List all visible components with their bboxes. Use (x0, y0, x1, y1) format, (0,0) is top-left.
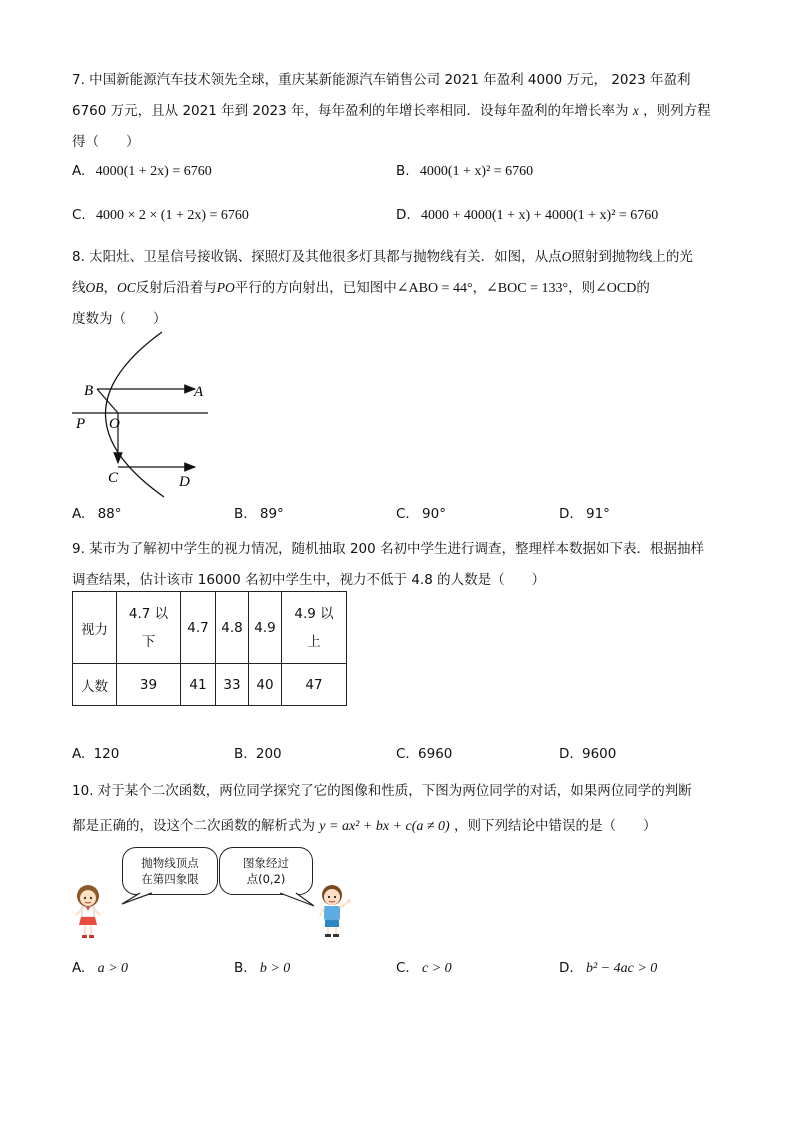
q7-option-c[interactable] (72, 207, 249, 224)
q10-option-d[interactable] (559, 960, 657, 977)
q9-option-d[interactable] (559, 746, 616, 762)
option-value: 200 (255, 746, 282, 762)
q8-line1-end: 照射到抛物线上的光 (571, 249, 693, 265)
q8-option-d[interactable] (559, 506, 610, 522)
q7-var: x (632, 103, 639, 118)
q8-ob: OB (85, 280, 104, 295)
bubble-text: 在第四象限 (141, 872, 199, 886)
q8-line2 (72, 276, 650, 297)
q8-sep: ， (103, 280, 117, 296)
q8-t3: 平行的方向射出，已知图中 (234, 280, 397, 296)
q7-option-d[interactable] (396, 207, 658, 224)
option-value: 6960 (418, 746, 453, 762)
label-o: O (109, 416, 120, 432)
q9-option-b[interactable] (234, 746, 282, 762)
q7-line3: 得（ ） (72, 134, 140, 150)
q8-comma: ， (472, 280, 487, 296)
option-expr: 4000 + 4000(1 + x) + 4000(1 + x)² = 6760 (420, 208, 659, 223)
segment-bo (97, 389, 118, 413)
option-expr: a > 0 (97, 961, 129, 976)
q8-line1-text: 8. 太阳灶、卫星信号接收锅、探照灯及其他很多灯具都与抛物线有关．如图，从点 (72, 249, 562, 265)
table-cell: 41 (181, 664, 216, 706)
table-row (73, 664, 347, 706)
q8-oc: OC (117, 280, 136, 295)
bubble-text: 点(0,2) (246, 872, 286, 886)
q9-option-c[interactable] (396, 746, 452, 762)
q8-t5: 的 (636, 280, 650, 296)
q10-line1: 10. 对于某个二次函数，两位同学探究了它的图像和性质，下图为两位同学的对话，如果两位同学的判断 (72, 783, 692, 799)
table-cell: 47 (282, 664, 347, 706)
option-label: C. (396, 746, 410, 762)
header-cell: 4.7 (181, 592, 216, 664)
header-cell: 4.8 (216, 592, 249, 664)
q7-option-a[interactable] (72, 163, 212, 180)
option-value: 120 (93, 746, 120, 762)
option-label: B. (234, 746, 248, 762)
bubble-tails (100, 880, 340, 920)
label-a: A (194, 384, 204, 400)
option-label: B. (234, 506, 248, 522)
label-p: P (76, 416, 86, 432)
option-value: 90° (422, 506, 446, 522)
q8-t2: 反射后沿着与 (135, 280, 217, 296)
label-b: B (84, 383, 94, 399)
q10-line2 (72, 814, 657, 835)
label-c: C (108, 470, 119, 486)
q8-angle2: ∠BOC = 133° (486, 281, 569, 296)
q9-line2: 调查结果，估计该市 16000 名初中学生中，视力不低于 4.8 的人数是（ ） (72, 572, 546, 588)
parabola-figure (66, 330, 216, 500)
option-value: 88° (97, 506, 122, 522)
q8-line3: 度数为（ ） (72, 311, 167, 327)
boy-icon (312, 882, 354, 940)
q8-t4: ，则 (568, 280, 596, 296)
q10-line2-end: ，则下列结论中错误的是（ ） (454, 818, 657, 834)
option-label: C. (396, 506, 410, 522)
q7-line2-end: ，则列方程 (643, 103, 711, 119)
option-expr: b > 0 (259, 961, 291, 976)
option-expr: 4000 × 2 × (1 + 2x) = 6760 (96, 208, 249, 223)
option-label: C. (72, 207, 86, 223)
q7-option-b[interactable] (396, 163, 533, 180)
q7-line2-text: 6760 万元，且从 2021 年到 2023 年，每年盈利的年增长率相同．设每年盈利的年增长率为 (72, 103, 629, 119)
header-cell: 4.9 (249, 592, 282, 664)
option-label: A. (72, 506, 86, 522)
table-cell: 40 (249, 664, 282, 706)
q7-line2 (72, 99, 711, 119)
q8-po: PO (216, 280, 235, 295)
option-value: 89° (259, 506, 284, 522)
q8-angle1: ∠ABO = 44° (396, 281, 473, 296)
option-label: C. (396, 960, 410, 976)
q8-option-a[interactable] (72, 506, 122, 522)
q10-option-c[interactable] (396, 960, 452, 977)
row-header-vision: 视力 (73, 592, 117, 664)
option-label: D. (559, 746, 574, 762)
q9-line1: 9. 某市为了解初中学生的视力情况，随机抽取 200 名初中学生进行调查，整理样本数据如下表．根据抽样 (72, 541, 705, 557)
q10-option-a[interactable] (72, 960, 128, 977)
q8-line1 (72, 245, 693, 265)
q8-option-b[interactable] (234, 506, 284, 522)
bubble-text: 图象经过 (243, 856, 289, 870)
option-expr: b² − 4ac > 0 (585, 961, 658, 976)
q8-option-c[interactable] (396, 506, 446, 522)
q10-line2-text: 都是正确的，设这个二次函数的解析式为 (72, 818, 315, 834)
label-d: D (179, 474, 190, 490)
q9-option-a[interactable] (72, 746, 119, 762)
option-value: 91° (585, 506, 610, 522)
table-row (73, 592, 347, 664)
girl-icon (70, 882, 106, 942)
table-cell: 33 (216, 664, 249, 706)
table-cell: 39 (117, 664, 181, 706)
header-cell: 4.7 以 下 (117, 592, 181, 664)
option-label: B. (234, 960, 248, 976)
option-label: A. (72, 163, 86, 179)
q7-line1: 7. 中国新能源汽车技术领先全球，重庆某新能源汽车销售公司 2021 年盈利 4000 万元， 2023 年盈利 (72, 72, 691, 88)
bubble-text: 抛物线顶点 (141, 856, 199, 870)
option-label: B. (396, 163, 410, 179)
option-label: D. (559, 506, 574, 522)
option-label: D. (559, 960, 574, 976)
row-header-count: 人数 (73, 664, 117, 706)
vision-table (72, 591, 347, 706)
q10-option-b[interactable] (234, 960, 290, 977)
option-label: A. (72, 746, 86, 762)
option-expr: 4000(1 + 2x) = 6760 (95, 164, 212, 179)
option-value: 9600 (581, 746, 617, 762)
option-expr: 4000(1 + x)² = 6760 (419, 164, 534, 179)
option-expr: c > 0 (422, 961, 452, 976)
q8-angle3: ∠OCD (595, 281, 637, 296)
q10-formula: y = ax² + bx + c(a ≠ 0) (319, 819, 450, 834)
q8-point-o: O (561, 249, 572, 264)
option-label: D. (396, 207, 411, 223)
q8-t1: 线 (72, 280, 86, 296)
header-cell: 4.9 以 上 (282, 592, 347, 664)
option-label: A. (72, 960, 86, 976)
